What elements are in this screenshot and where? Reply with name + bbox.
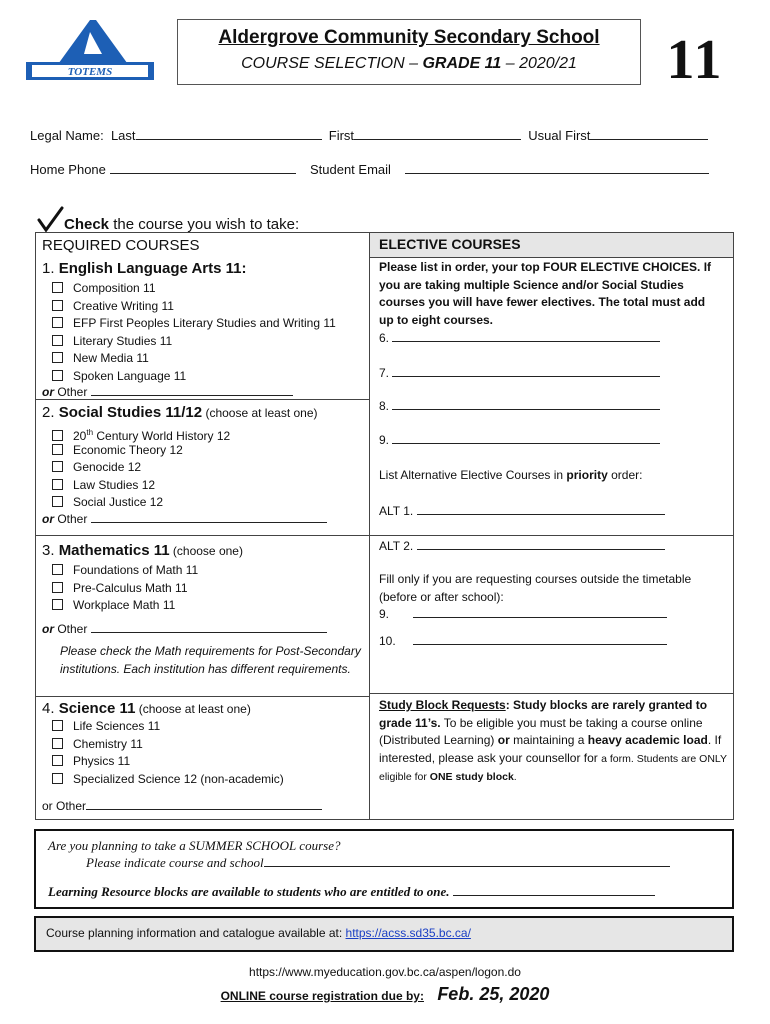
course-option[interactable]: Social Justice 12 <box>52 494 230 512</box>
section-divider <box>370 535 734 536</box>
legal-name-label: Legal Name: <box>30 128 104 143</box>
alternative-choice-1: ALT 1. <box>379 503 665 518</box>
home-phone-label: Home Phone <box>30 162 106 177</box>
outside-course-field[interactable] <box>413 633 667 645</box>
alternative-electives-instruction: List Alternative Elective Courses in priority order: <box>379 468 643 482</box>
table-header-divider <box>370 257 734 258</box>
elective-choice-7: 7. <box>379 365 660 380</box>
english-course-list <box>52 280 336 385</box>
course-option[interactable]: Genocide 12 <box>52 459 230 477</box>
school-name: Aldergrove Community Secondary School <box>218 27 600 48</box>
checkbox[interactable] <box>52 430 63 441</box>
header-title-box <box>177 19 641 85</box>
course-option[interactable]: Economic Theory 12 <box>52 442 230 460</box>
checkbox[interactable] <box>52 461 63 472</box>
study-block-requests: Study Block Requests: Study blocks are rarely granted to grade 11’s. To be eligible you must be taking a course online (Distributed Learning) or maintaining a heavy academic load. If interested, please ask your counsellor for a form. Students are ONLY eligible for ONE study block. <box>379 698 727 783</box>
checkbox[interactable] <box>52 720 63 731</box>
checkbox[interactable] <box>52 564 63 575</box>
outside-timetable-9: 9. <box>379 606 667 621</box>
course-selection-subtitle: COURSE SELECTION – GRADE 11 – 2020/21 <box>241 55 577 72</box>
course-option[interactable]: Specialized Science 12 (non-academic) <box>52 771 284 789</box>
alternative-field[interactable] <box>417 503 665 515</box>
section-divider <box>35 535 370 536</box>
elective-choice-9: 9. <box>379 432 660 447</box>
checkbox[interactable] <box>52 317 63 328</box>
course-option[interactable]: Chemistry 11 <box>52 736 284 754</box>
checkbox[interactable] <box>52 300 63 311</box>
student-email-field[interactable] <box>405 162 709 174</box>
course-option[interactable]: Spoken Language 11 <box>52 368 336 386</box>
usual-first-name-field[interactable] <box>590 128 708 140</box>
home-phone-field[interactable] <box>110 162 296 174</box>
course-option[interactable]: EFP First Peoples Literary Studies and Writing 11 <box>52 315 336 333</box>
alternative-choice-2: ALT 2. <box>379 538 665 553</box>
science-other-row: or Other <box>42 798 322 813</box>
course-option[interactable]: Literary Studies 11 <box>52 333 336 351</box>
outside-timetable-note: Fill only if you are requesting courses outside the timetable (before or after school): <box>379 572 692 604</box>
elective-choice-8: 8. <box>379 398 660 413</box>
checkbox[interactable] <box>52 755 63 766</box>
usual-first-label: Usual First <box>528 128 591 143</box>
checkbox[interactable] <box>52 738 63 749</box>
english-section-title: 1. English Language Arts 11: <box>42 260 247 277</box>
contact-row <box>30 162 709 177</box>
science-course-list <box>52 718 284 788</box>
elective-field[interactable] <box>392 398 660 410</box>
catalogue-info: Course planning information and catalogue available at: https://acss.sd35.bc.ca/ <box>46 926 471 940</box>
first-name-label: First <box>328 128 355 143</box>
learning-resource-row: Learning Resource blocks are available to students who are entitled to one. <box>48 884 655 900</box>
checkbox[interactable] <box>52 773 63 784</box>
section-divider <box>35 696 370 697</box>
registration-deadline: ONLINE course registration due by: Feb. 25, 2020 <box>220 984 550 1004</box>
svg-text:TOTEMS: TOTEMS <box>67 66 113 78</box>
outside-course-field[interactable] <box>413 606 667 618</box>
course-option[interactable]: Physics 11 <box>52 753 284 771</box>
required-courses-header: REQUIRED COURSES <box>42 237 200 254</box>
course-option[interactable]: Composition 11 <box>52 280 336 298</box>
section-divider <box>35 399 370 400</box>
checkbox[interactable] <box>52 352 63 363</box>
last-name-field[interactable] <box>136 128 322 140</box>
legal-name-row <box>30 128 708 143</box>
elective-field[interactable] <box>392 365 660 377</box>
column-divider <box>369 232 370 820</box>
checkmark-icon <box>36 206 64 232</box>
summer-school-field[interactable] <box>264 855 670 867</box>
checkbox[interactable] <box>52 335 63 346</box>
course-option[interactable]: Life Sciences 11 <box>52 718 284 736</box>
summer-school-row: Please indicate course and school <box>86 855 670 871</box>
catalogue-link[interactable]: https://acss.sd35.bc.ca/ <box>345 926 471 940</box>
course-option[interactable]: Workplace Math 11 <box>52 597 198 615</box>
checkbox[interactable] <box>52 282 63 293</box>
last-name-label: Last <box>110 128 136 143</box>
checkbox[interactable] <box>52 479 63 490</box>
english-other-row: or Other <box>42 384 293 399</box>
school-logo <box>26 18 154 84</box>
course-option[interactable]: Foundations of Math 11 <box>52 562 198 580</box>
checkbox[interactable] <box>52 444 63 455</box>
math-other-field[interactable] <box>91 621 327 633</box>
math-requirement-note: Please check the Math requirements for Post-Secondary institutions. Each institution has different requirements. <box>60 644 361 676</box>
myeducation-url[interactable]: https://www.myeducation.gov.bc.ca/aspen/logon.do <box>249 965 521 979</box>
course-option[interactable]: 20th Century World History 12 <box>52 424 230 442</box>
checkbox[interactable] <box>52 582 63 593</box>
science-section-title: 4. Science 11 (choose at least one) <box>42 700 251 717</box>
elective-courses-header: ELECTIVE COURSES <box>379 236 521 252</box>
checkbox[interactable] <box>52 496 63 507</box>
social-studies-course-list <box>52 424 230 512</box>
course-option[interactable]: Law Studies 12 <box>52 477 230 495</box>
check-instruction: Check the course you wish to take: <box>36 206 299 233</box>
alternative-field[interactable] <box>417 538 665 550</box>
science-other-field[interactable] <box>86 798 322 810</box>
social-studies-other-field[interactable] <box>91 511 327 523</box>
grade-number: 11 <box>666 29 724 91</box>
social-studies-other-row: or Other <box>42 511 327 526</box>
elective-field[interactable] <box>392 432 660 444</box>
elective-instructions: Please list in order, your top FOUR ELECTIVE CHOICES. If you are taking multiple Science and/or Social Studies courses you will have fewer electives. The total must add up to eight courses. <box>379 260 712 327</box>
elective-choice-6: 6. <box>379 330 660 345</box>
math-course-list <box>52 562 198 615</box>
first-name-field[interactable] <box>354 128 521 140</box>
math-section-title: 3. Mathematics 11 (choose one) <box>42 542 243 559</box>
social-studies-section-title: 2. Social Studies 11/12 (choose at least one) <box>42 404 318 421</box>
school-crest-icon <box>26 18 154 84</box>
student-email-label: Student Email <box>309 162 391 177</box>
outside-timetable-10: 10. <box>379 633 667 648</box>
elective-field[interactable] <box>392 330 660 342</box>
course-option[interactable]: Pre-Calculus Math 11 <box>52 580 198 598</box>
course-option[interactable]: Creative Writing 11 <box>52 298 336 316</box>
english-other-field[interactable] <box>91 384 293 396</box>
section-divider <box>370 693 734 694</box>
checkbox[interactable] <box>52 370 63 381</box>
course-option[interactable]: New Media 11 <box>52 350 336 368</box>
math-other-row: or Other <box>42 621 327 636</box>
learning-resource-field[interactable] <box>453 884 655 896</box>
checkbox[interactable] <box>52 599 63 610</box>
summer-school-question: Are you planning to take a SUMMER SCHOOL course? <box>48 838 341 853</box>
